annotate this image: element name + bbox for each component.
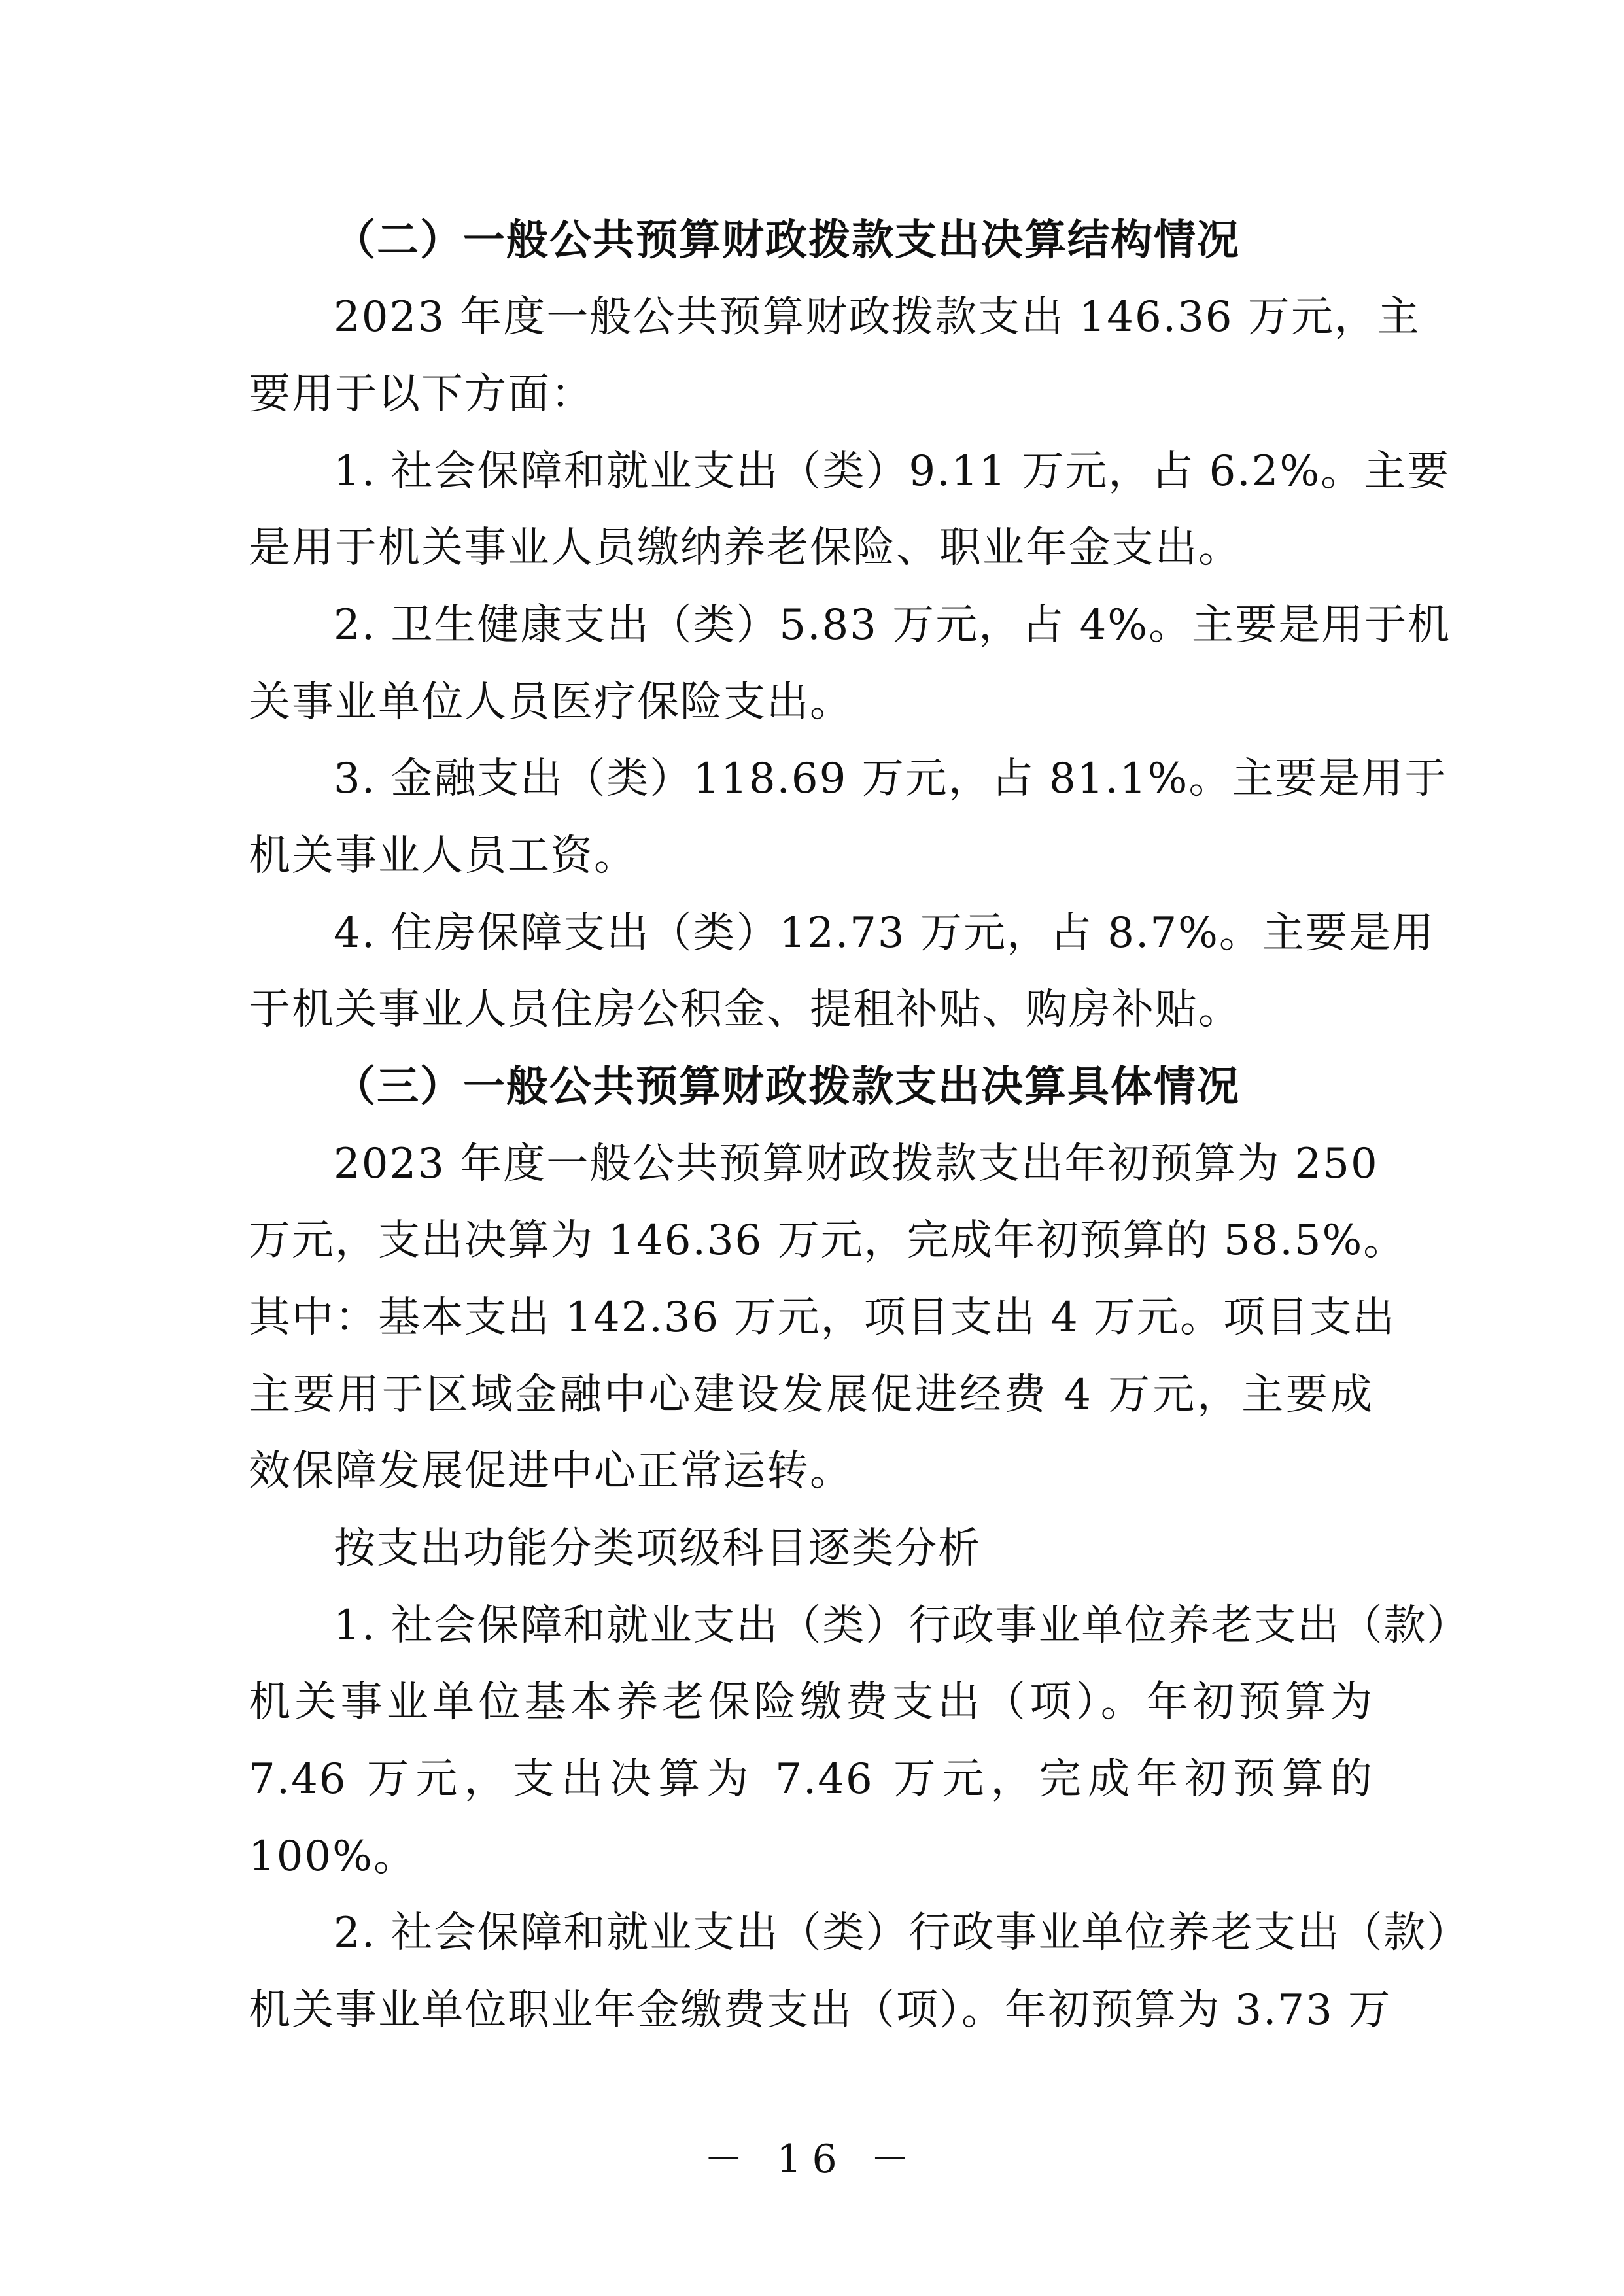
paragraph-line: 100%。 [249,1832,417,1881]
paragraph-line: 主要用于区域金融中心建设发展促进经费 4 万元，主要成 [249,1371,1373,1419]
paragraph-line: 关事业单位人员医疗保险支出。 [249,678,853,727]
paragraph-line: 其中：基本支出 142.36 万元，项目支出 4 万元。项目支出 [249,1294,1396,1342]
paragraph-line: 万元，支出决算为 146.36 万元，完成年初预算的 58.5%。 [249,1216,1407,1265]
paragraph-line: 要用于以下方面： [249,370,594,419]
paragraph-line: 4. 住房保障支出（类）12.73 万元，占 8.7%。主要是用 [334,909,1435,957]
paragraph-line: 机关事业人员工资。 [249,832,637,880]
paragraph-line: 2. 社会保障和就业支出（类）行政事业单位养老支出（款） [334,1909,1470,1957]
paragraph-line: 效保障发展促进中心正常运转。 [249,1447,853,1496]
paragraph-line: 于机关事业人员住房公积金、提租补贴、购房补贴。 [249,985,1241,1034]
paragraph-line: 1. 社会保障和就业支出（类）9.11 万元，占 6.2%。主要 [334,447,1451,496]
paragraph-line: 机关事业单位基本养老保险缴费支出（项）。年初预算为 [249,1678,1373,1726]
paragraph-line: 是用于机关事业人员缴纳养老保险、职业年金支出。 [249,524,1241,572]
section-heading-structure: （二）一般公共预算财政拨款支出决算结构情况 [334,216,1240,265]
paragraph-line: 2023 年度一般公共预算财政拨款支出 146.36 万元，主 [334,293,1421,341]
paragraph-line: 3. 金融支出（类）118.69 万元，占 81.1%。主要是用于 [334,755,1448,803]
paragraph-line: 2023 年度一般公共预算财政拨款支出年初预算为 250 [334,1140,1379,1188]
paragraph-line: 2. 卫生健康支出（类）5.83 万元，占 4%。主要是用于机 [334,601,1451,649]
paragraph-line: 7.46 万元，支出决算为 7.46 万元，完成年初预算的 [249,1755,1373,1804]
paragraph-line: 1. 社会保障和就业支出（类）行政事业单位养老支出（款） [334,1602,1470,1650]
subsection-title: 按支出功能分类项级科目逐类分析 [334,1524,981,1573]
page-number: － 16 － [704,2136,920,2182]
section-heading-details: （三）一般公共预算财政拨款支出决算具体情况 [334,1063,1240,1111]
paragraph-line: 机关事业单位职业年金缴费支出（项）。年初预算为 3.73 万 [249,1986,1392,2034]
